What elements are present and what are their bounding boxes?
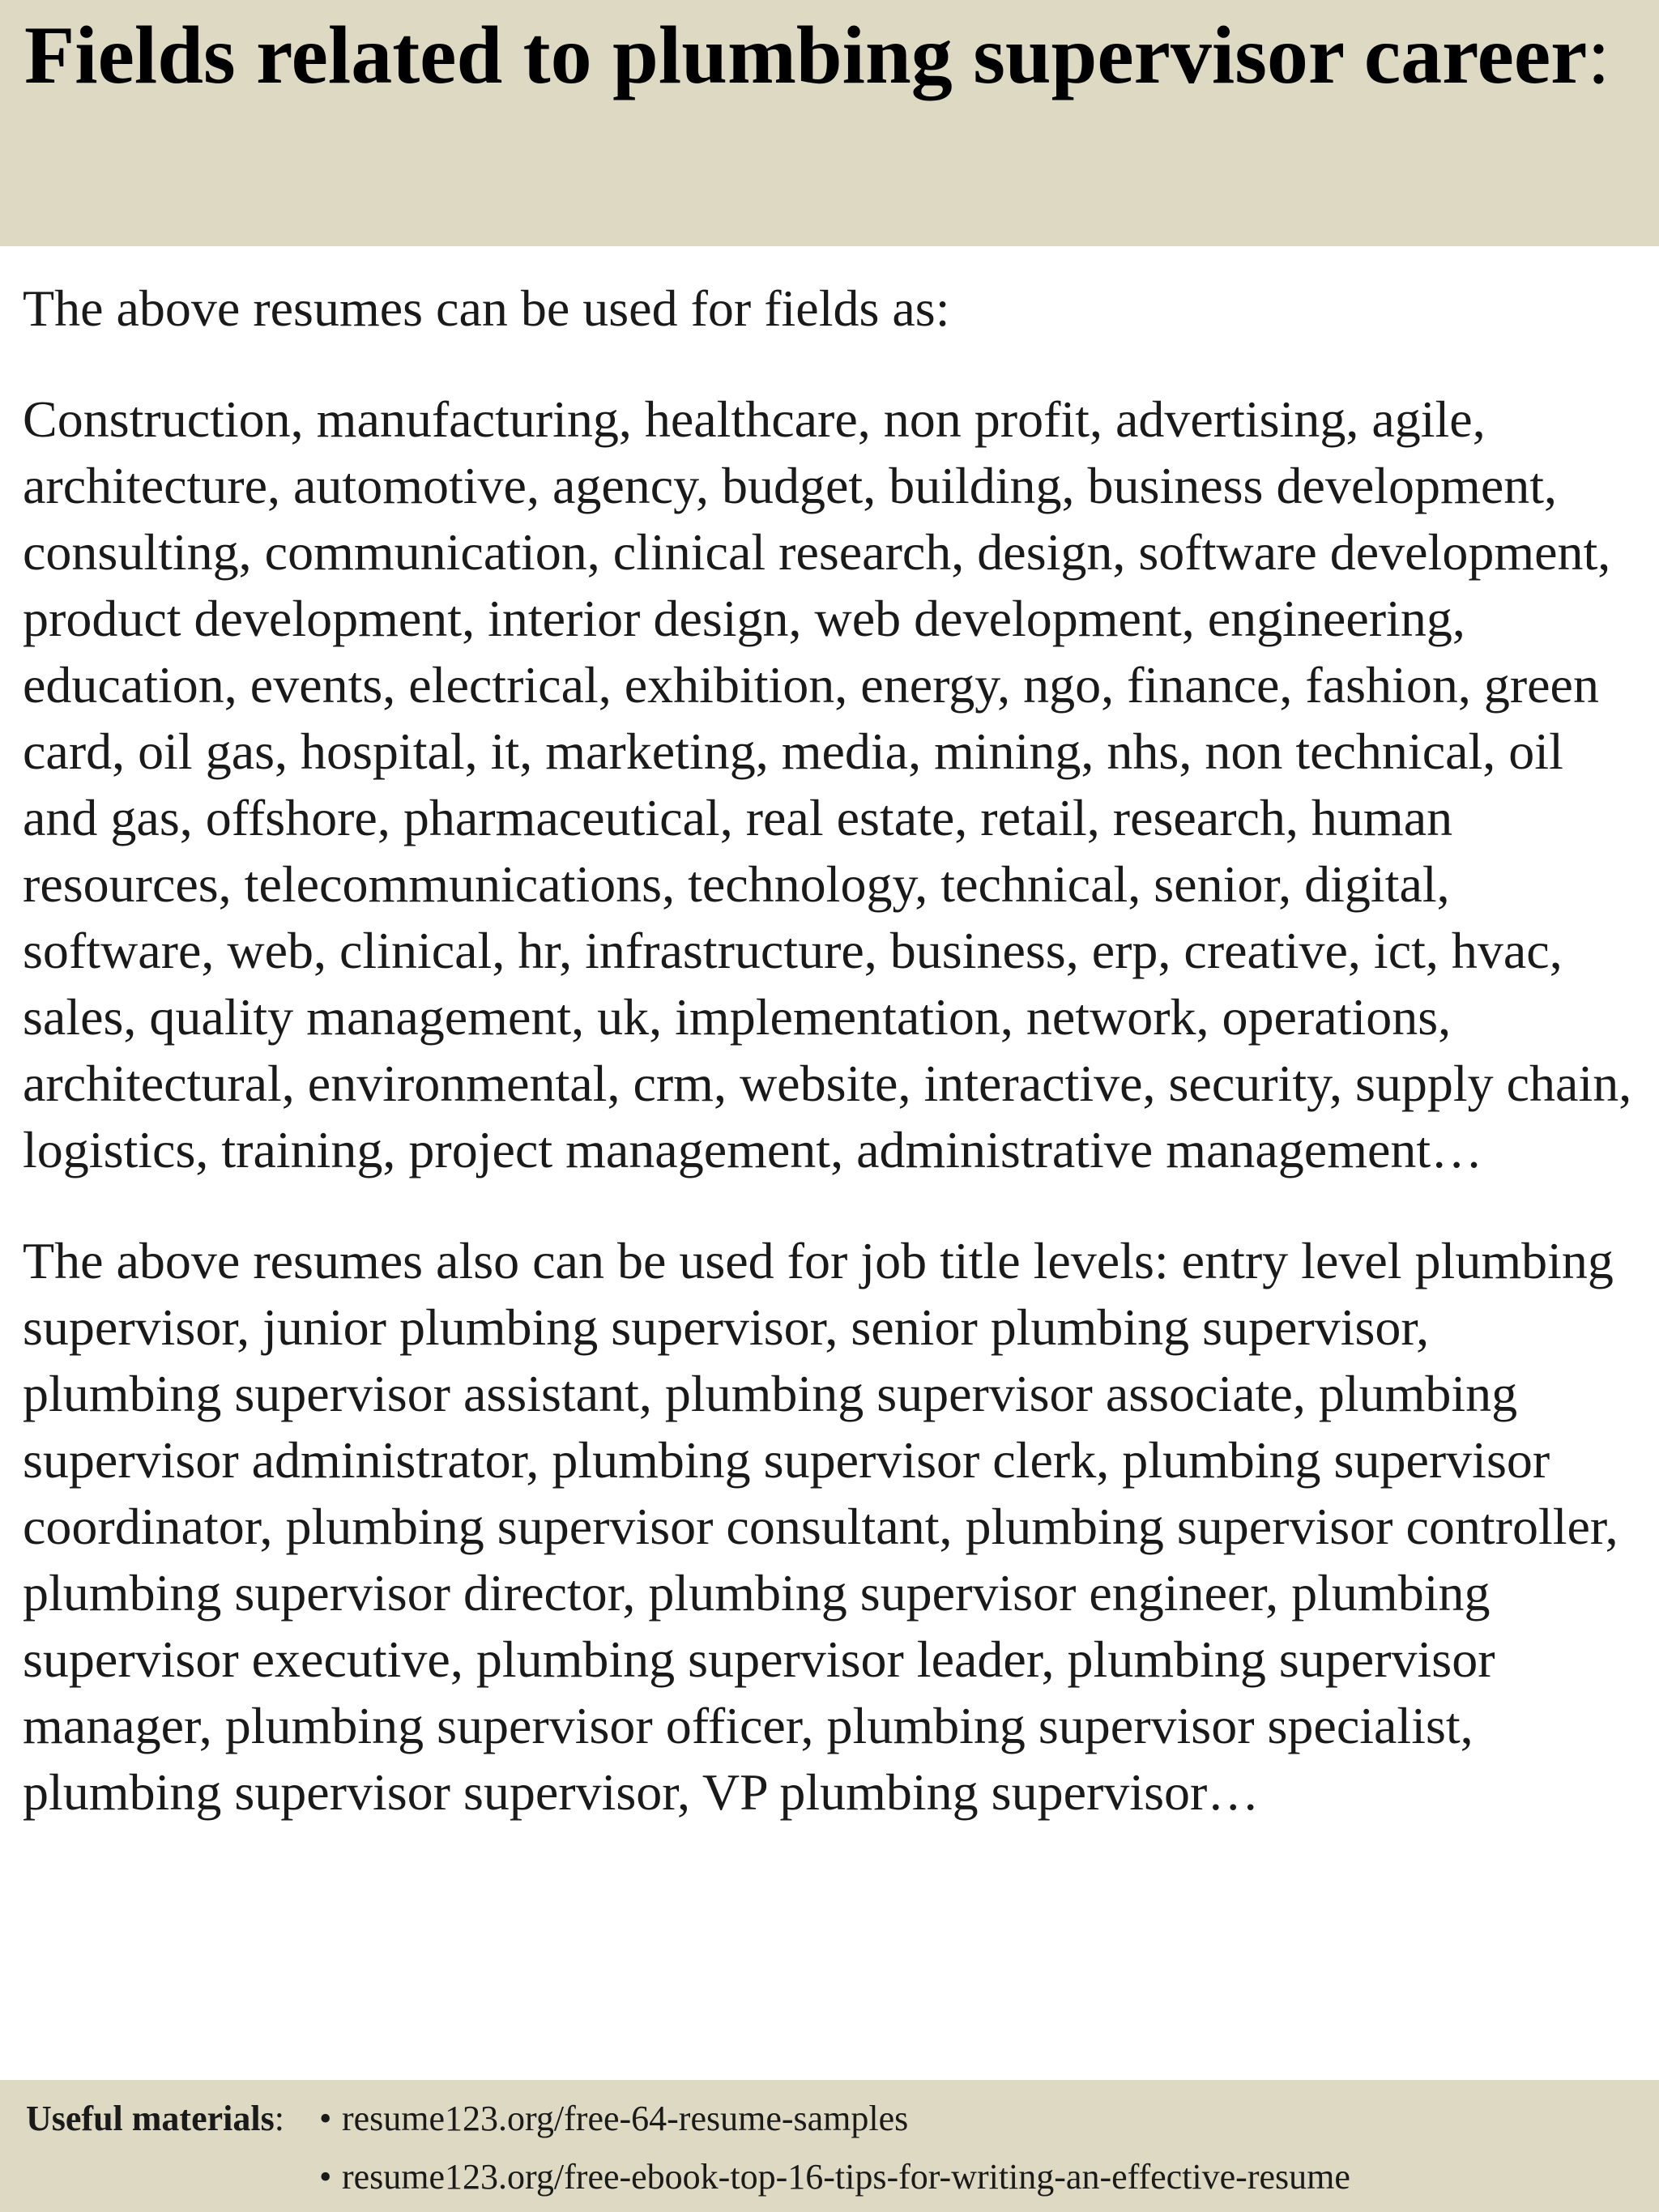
main-content (23, 275, 1636, 1826)
useful-materials-label-colon: : (274, 2099, 284, 2138)
resource-link-ebook-tips[interactable] (319, 2156, 1350, 2198)
useful-materials-label-text: Useful materials (26, 2099, 275, 2138)
job-levels-paragraph: The above resumes also can be used for job title levels: entry level plumbing supervisor, junior plumbing supervisor, senior plumbing supervisor, plumbing supervisor assistant, plumbing supervisor associate, plumbing supervisor administrator, plumbing supervisor clerk, plumbing supervisor coordinator, plumbing supervisor consultant, plumbing supervisor controller, plumbing supervisor director, plumbing supervisor engineer, plumbing supervisor executive, plumbing supervisor leader, plumbing supervisor manager, plumbing supervisor officer, plumbing supervisor specialist, plumbing supervisor supervisor, VP plumbing supervisor… (23, 1232, 1618, 1821)
resource-link-text: resume123.org/free-64-resume-samples (342, 2099, 909, 2138)
bullet-icon: • (319, 2157, 332, 2197)
fields-paragraph: Construction, manufacturing, healthcare, non profit, advertising, agile, architecture, automotive, agency, budget, building, business development, consulting, communication, clinical research, design, software development, product development, interior design, web development, engineering, education, events, electrical, exhibition, energy, ngo, finance, fashion, green card, oil gas, hospital, it, marketing, media, mining, nhs, non technical, oil and gas, offshore, pharmaceutical, real estate, retail, research, human resources, telecommunications, technology, technical, senior, digital, software, web, clinical, hr, infrastructure, business, erp, creative, ict, hvac, sales, quality management, uk, implementation, network, operations, architectural, environmental, crm, website, interactive, security, supply chain, logistics, training, project management, administrative management… (23, 390, 1632, 1178)
resource-link-resume-samples[interactable] (319, 2098, 908, 2140)
bullet-icon: • (319, 2099, 332, 2138)
page-title (24, 10, 1612, 101)
intro-paragraph: The above resumes can be used for fields as: (23, 279, 950, 337)
page-title-colon: : (1587, 10, 1610, 101)
page-title-text: Fields related to plumbing supervisor career (24, 10, 1588, 101)
useful-materials-label (26, 2098, 284, 2140)
resource-link-text: resume123.org/free-ebook-top-16-tips-for-writing-an-effective-resume (342, 2157, 1350, 2197)
